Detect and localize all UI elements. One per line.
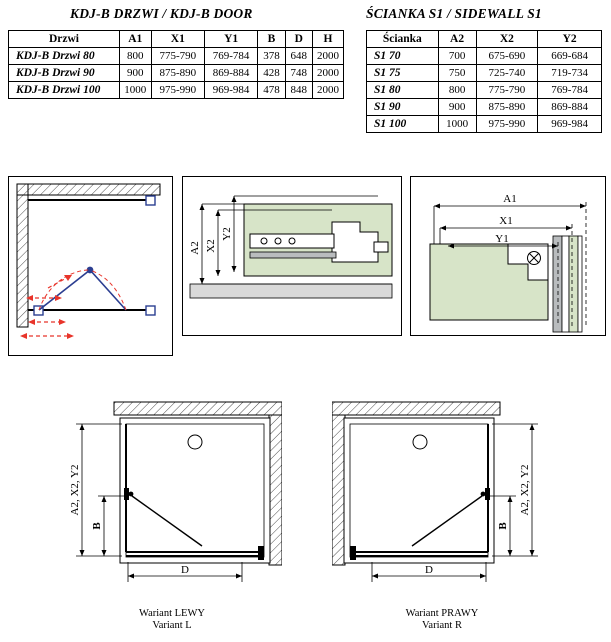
table-row [367,65,602,82]
cell-x2: 725-740 [476,65,538,82]
cell-a2: 1000 [438,116,476,133]
cell-x2: 775-790 [476,82,538,99]
cell-a1: 900 [119,65,151,82]
table-row [9,82,344,99]
cell-y2: 869-884 [538,99,602,116]
sidewall-table-title: ŚCIANKA S1 / SIDEWALL S1 [366,6,542,21]
variant-right-diagram [332,396,552,606]
cell-x1: 875-890 [151,65,204,82]
cell-y2: 669-684 [538,48,602,65]
label-d: D [425,564,433,576]
cell-a2: 750 [438,65,476,82]
cell-b: 428 [258,65,285,82]
label-y1: Y1 [495,233,509,245]
cell-model: KDJ-B Drzwi 80 [9,48,120,65]
label-y2: Y2 [221,227,233,241]
door-section-diagram [410,176,606,336]
label-a2-x2-y2: A2, X2, Y2 [69,464,81,516]
plan-swing-diagram [8,176,173,356]
col-a2: A2 [438,31,476,48]
cell-a2: 700 [438,48,476,65]
variant-right-caption-pl: Wariant PRAWY [405,608,479,619]
variant-left-caption-en: Variant L [152,620,192,631]
cell-d: 848 [285,82,312,99]
col-x2: X2 [476,31,538,48]
door-table-title: KDJ-B DRZWI / KDJ-B DOOR [70,6,253,21]
label-b: B [91,522,103,530]
table-row [367,82,602,99]
door-table [8,30,344,99]
cell-model: S1 70 [367,48,439,65]
col-y2: Y2 [538,31,602,48]
table-header-row [367,31,602,48]
sidewall-section-panel [182,176,402,336]
cell-model: KDJ-B Drzwi 100 [9,82,120,99]
col-x1: X1 [151,31,204,48]
cell-a1: 800 [119,48,151,65]
cell-x1: 775-790 [151,48,204,65]
label-a2-x2-y2: A2, X2, Y2 [519,464,531,516]
cell-d: 748 [285,65,312,82]
cell-b: 478 [258,82,285,99]
cell-y2: 769-784 [538,82,602,99]
variant-right-caption-en: Variant R [422,620,462,631]
col-d: D [285,31,312,48]
cell-model: S1 90 [367,99,439,116]
cell-b: 378 [258,48,285,65]
cell-model: KDJ-B Drzwi 90 [9,65,120,82]
variant-right-caption [332,608,552,632]
plan-swing-panel [8,176,173,356]
cell-y2: 719-734 [538,65,602,82]
sidewall-section-diagram [182,176,402,336]
cell-h: 2000 [312,82,343,99]
cell-y2: 969-984 [538,116,602,133]
cell-h: 2000 [312,65,343,82]
variant-left-caption [62,608,282,632]
col-drzwi: Drzwi [9,31,120,48]
col-h: H [312,31,343,48]
cell-y1: 869-884 [204,65,257,82]
table-row [9,48,344,65]
cell-x2: 675-690 [476,48,538,65]
cell-h: 2000 [312,48,343,65]
col-y1: Y1 [204,31,257,48]
table-row [9,65,344,82]
variant-left-panel [62,396,282,606]
label-a2: A2 [189,241,201,255]
cell-model: S1 100 [367,116,439,133]
label-d: D [181,564,189,576]
cell-x2: 975-990 [476,116,538,133]
variant-right-panel [332,396,552,606]
label-b: B [497,522,509,530]
cell-y1: 769-784 [204,48,257,65]
cell-d: 648 [285,48,312,65]
cell-model: S1 75 [367,65,439,82]
col-b: B [258,31,285,48]
col-a1: A1 [119,31,151,48]
door-section-panel [410,176,606,336]
cell-x2: 875-890 [476,99,538,116]
table-row [367,48,602,65]
table-row [367,99,602,116]
variant-left-diagram [62,396,282,606]
table-row [367,116,602,133]
cell-a2: 900 [438,99,476,116]
col-scianka: Ścianka [367,31,439,48]
label-a1: A1 [503,193,517,205]
label-x1: X1 [499,215,513,227]
sidewall-table [366,30,602,133]
variant-left-caption-pl: Wariant LEWY [139,608,205,619]
cell-x1: 975-990 [151,82,204,99]
cell-y1: 969-984 [204,82,257,99]
label-x2: X2 [205,239,217,253]
cell-model: S1 80 [367,82,439,99]
cell-a1: 1000 [119,82,151,99]
table-header-row [9,31,344,48]
cell-a2: 800 [438,82,476,99]
